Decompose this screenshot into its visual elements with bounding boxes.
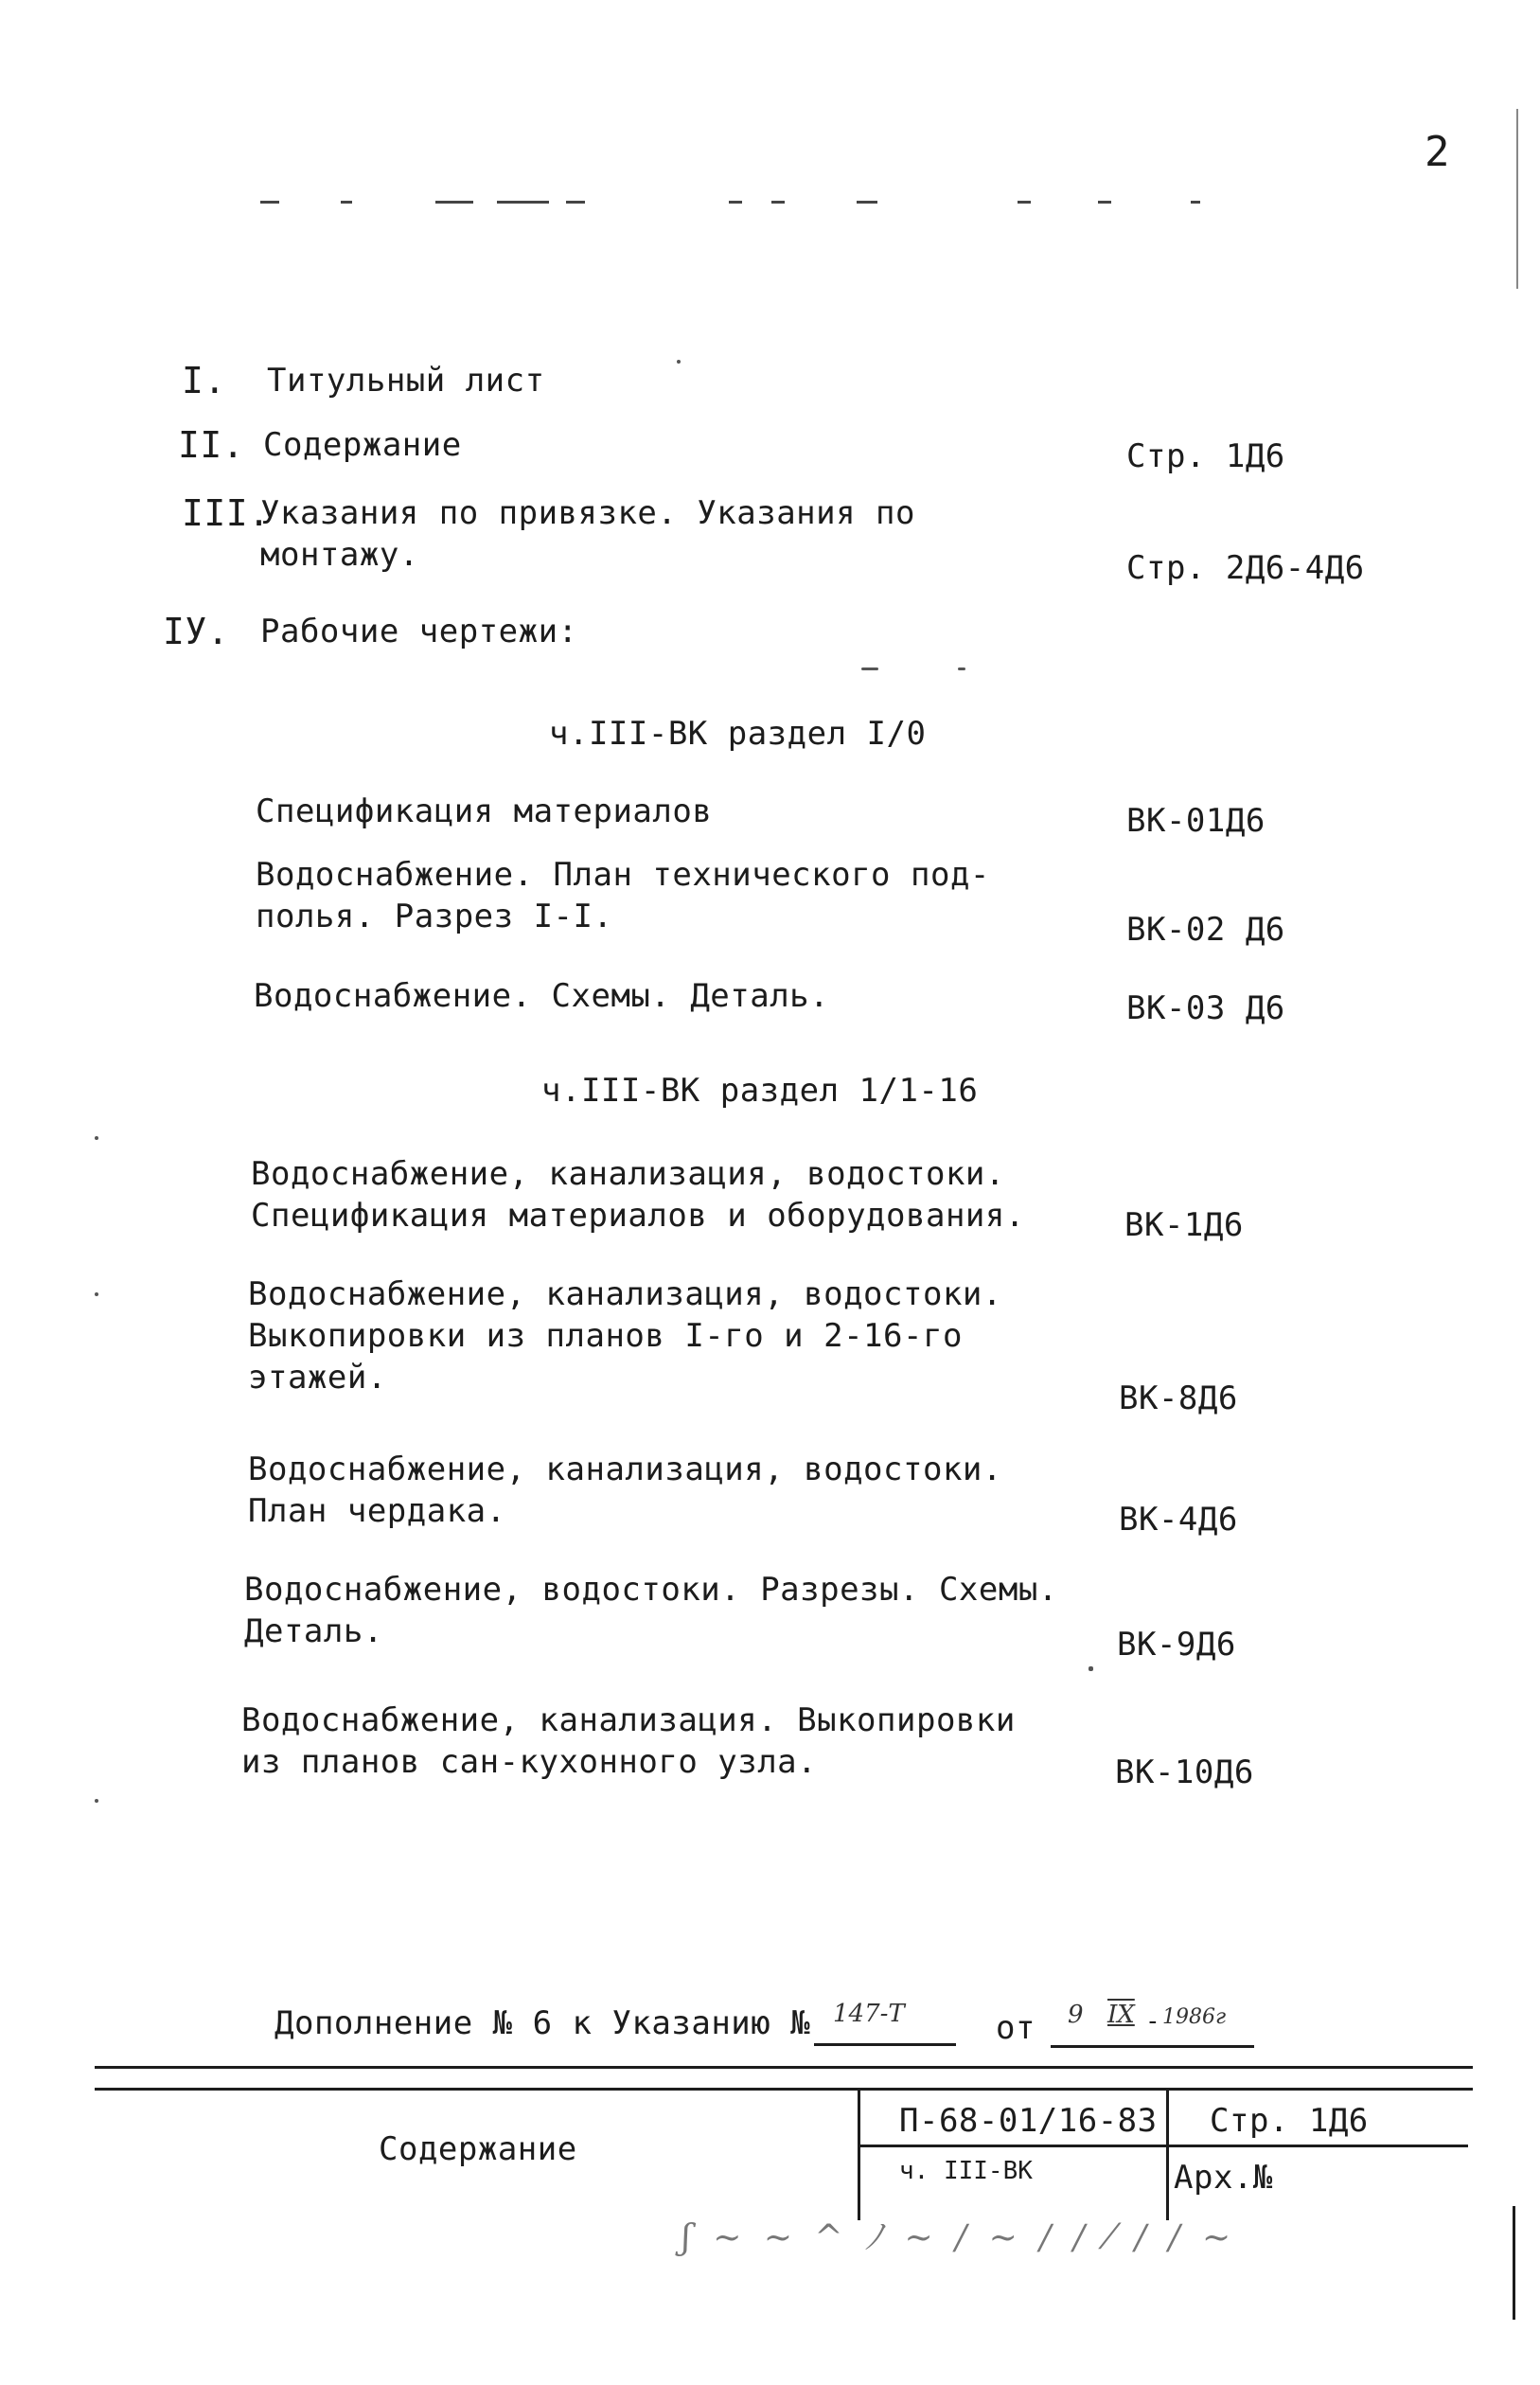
item-title: Водоснабжение. Схемы. Деталь. [254, 977, 830, 1015]
item-code: ВК-1Д6 [1124, 1206, 1244, 1244]
toc-num: I. [182, 360, 226, 401]
toc-title: Содержание [263, 426, 462, 464]
toc-page: Стр. 2Д6-4Д6 [1126, 549, 1365, 587]
title-block-sheet: Стр. 1Д6 [1210, 2102, 1369, 2140]
item-code: ВК-8Д6 [1119, 1379, 1238, 1417]
item-code: ВК-03 Д6 [1126, 989, 1285, 1027]
supplement-text: Дополнение № 6 к Указанию № [274, 2004, 811, 2042]
title-block-doc-code: П-68-01/16-83 [899, 2102, 1158, 2140]
title-block-name: Содержание [379, 2130, 577, 2168]
supplement-day: 9 [1068, 2001, 1084, 2029]
item-title: Спецификация материалов [256, 792, 713, 830]
item-title: Водоснабжение, канализация, водостоки. План чердака. [248, 1451, 1002, 1530]
toc-title: Рабочие чертежи: [260, 613, 578, 650]
supplement-number: 147-Т [833, 2000, 905, 2028]
item-code: ВК-01Д6 [1126, 802, 1266, 840]
item-title: Водоснабжение, канализация. Выкопировки из планов сан-кухонного узла. [241, 1701, 1016, 1781]
page-number: 2 [1425, 128, 1450, 176]
item-code: ВК-4Д6 [1119, 1501, 1238, 1539]
item-title: Водоснабжение, канализация, водостоки. Спецификация материалов и оборудования. [251, 1155, 1025, 1235]
scan-edge-line [1516, 109, 1518, 289]
item-title: Водоснабжение, водостоки. Разрезы. Схемы. Деталь. [244, 1571, 1058, 1650]
supplement-year: 1986г [1162, 2005, 1227, 2029]
title-block-archive: Арх.№ [1174, 2159, 1273, 2197]
toc-page: Стр. 1Д6 [1126, 437, 1285, 475]
scan-edge-line [1513, 2206, 1515, 2320]
supplement-date-underline [1051, 2045, 1254, 2048]
item-code: ВК-02 Д6 [1126, 911, 1285, 949]
title-block-part: ч. III-ВК [899, 2157, 1033, 2185]
item-code: ВК-9Д6 [1117, 1626, 1236, 1664]
supplement-month: IX [1107, 2001, 1135, 2029]
toc-num: II. [178, 424, 245, 466]
section-heading: ч.III-ВК раздел I/0 [549, 715, 927, 753]
faint-handwriting: ʃ ~ ~ ^ ﾉ ~ ∕ ~ ∕ ∕ ⁄ ∕ ∕ ~ [681, 2218, 1237, 2257]
toc-title: Указания по привязке. Указания по монтажу. [260, 494, 916, 574]
item-title: Водоснабжение. План технического под- полья. Разрез I-I. [256, 856, 990, 935]
toc-num: III. [182, 492, 271, 534]
item-title: Водоснабжение, канализация, водостоки. Выкопировки из планов I-го и 2-16-го этажей. [248, 1275, 1002, 1397]
item-code: ВК-10Д6 [1115, 1753, 1254, 1791]
toc-num: IУ. [163, 611, 230, 652]
section-heading: ч.III-ВК раздел 1/1-16 [541, 1072, 979, 1110]
supplement-year-dash: - [1145, 2007, 1160, 2036]
supplement-date-prefix: от [996, 2009, 1036, 2047]
toc-title: Титульный лист [267, 362, 545, 400]
supplement-number-underline [814, 2043, 956, 2046]
